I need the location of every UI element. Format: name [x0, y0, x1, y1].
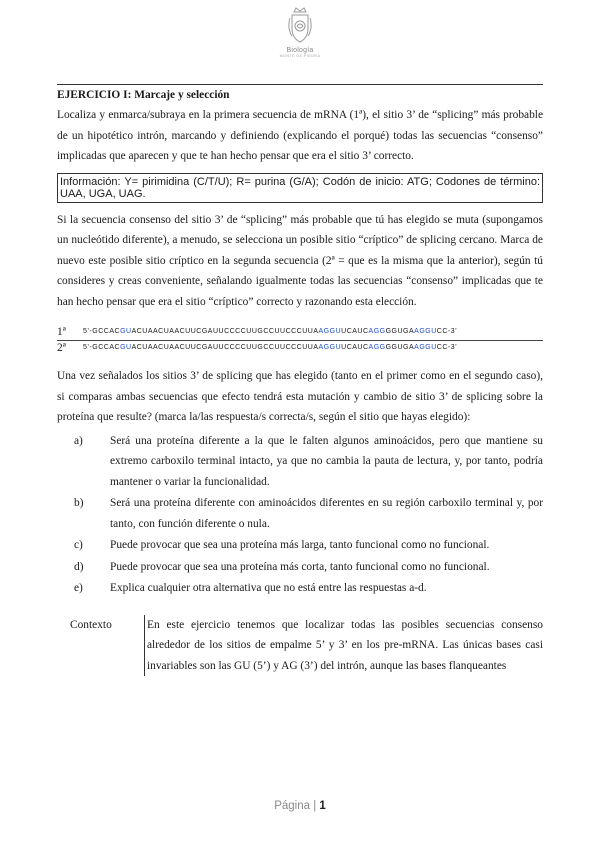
sequence-text: 5’-GCCACGUACUAACUAACUUCGAUUCCCCUUGCCUUCCCUUAAGGUUCAUCAGGGGUGAAGGUCC-3’	[83, 328, 458, 336]
context-label: Contexto	[70, 618, 112, 631]
sequence-block	[57, 325, 543, 356]
paragraph-2: Si la secuencia consenso del sitio 3’ de “splicing” más probable que tú has elegido se muta (supongamos un nucleótido diferente), a menudo, se selecciona un posible sitio “críptico” de splicing cercano. Marca de nuevo este posible sitio críptico en la segunda secuencia (2ª = que es la misma que la anterior), según tú consideres y creas conveniente, señalando igualmente todas las secuencias “consenso” implicadas que te han hecho pensar que era el sitio “críptico” correcto y razonando esta elección.	[57, 213, 543, 308]
option-c	[57, 535, 543, 556]
option-e	[57, 578, 543, 599]
exercise-heading: EJERCICIO I: Marcaje y selección	[57, 84, 543, 105]
sequence-text: 5’-GCCACGUACUAACUAACUUCGAUUCCCCUUGCCUUCCCUUAAGGUUCAUCAGGGGUGAAGGUCC-3’	[83, 344, 458, 352]
context-section	[57, 615, 543, 677]
option-letter: e)	[74, 582, 83, 594]
option-text: Explica cualquier otra alternativa que no está entre las respuestas a-d.	[110, 582, 427, 594]
option-text: Será una proteína diferente a la que le falten algunos aminoácidos, pero que mantiene su extremo carboxilo terminal intacto, ya que no cambia la pauta de lectura, y, por tanto, podría mantener o variar la funcionalidad.	[110, 434, 543, 488]
option-d	[57, 557, 543, 578]
answer-options	[57, 431, 543, 599]
logo-subtitle: MONTE DE PIEDRA	[279, 54, 321, 58]
paragraph-1: Localiza y enmarca/subraya en la primera secuencia de mRNA (1ª), el sitio 3’ de “splicing” más probable de un hipotético intrón, marcando y definiendo (explicando el porqué) todas las secuencias “consenso” implicadas que aparecen y que te han hecho pensar que era el sitio 3’ correcto.	[57, 109, 543, 162]
option-text: Puede provocar que sea una proteína más corta, tanto funcional como no funcional.	[110, 560, 490, 573]
crest-icon	[286, 6, 314, 46]
option-letter: b)	[74, 497, 84, 509]
page-footer	[0, 800, 600, 812]
logo	[271, 6, 329, 76]
option-text: Puede provocar que sea una proteína más larga, tanto funcional como no funcional.	[110, 539, 490, 551]
sequence-label: 1ª	[57, 326, 66, 339]
footer-label: Página |	[274, 800, 317, 812]
option-letter: d)	[74, 560, 84, 573]
sequence-row-2	[57, 340, 543, 356]
option-letter: a)	[74, 434, 83, 447]
info-box: Información: Y= pirimidina (C/T/U); R= purina (G/A); Codón de inicio: ATG; Codones de término: UAA, UGA, UAG.	[57, 173, 543, 203]
sequence-label: 2ª	[57, 342, 66, 355]
option-letter: c)	[74, 539, 83, 551]
option-b	[57, 493, 543, 534]
page-number: 1	[319, 800, 326, 812]
option-text: Será una proteína diferente con aminoácidos diferentes en su región carboxilo terminal y, por tanto, con función diferente o nula.	[110, 497, 543, 530]
option-a	[57, 431, 543, 493]
document-body	[57, 84, 543, 676]
paragraph-3: Una vez señalados los sitios 3’ de splicing que has elegido (tanto en el primer como en el segundo caso), si comparas ambas secuencias que efecto tendrá esta mutación y cambio de sitio 3’ de splicing sobre la proteína que resulte? (marca la/las respuesta/s correcta/s, según el sitio que hayas elegido):	[57, 370, 543, 423]
context-text: En este ejercicio tenemos que localizar todas las posibles secuencias consenso alrededor de los sitios de empalme 5’ y 3’ en los pre-mRNA. Las únicas bases casi invariables son las GU (5’) y AG (3’) del intrón, aunque las bases flanqueantes	[144, 615, 543, 677]
logo-title: Biología	[286, 47, 314, 54]
